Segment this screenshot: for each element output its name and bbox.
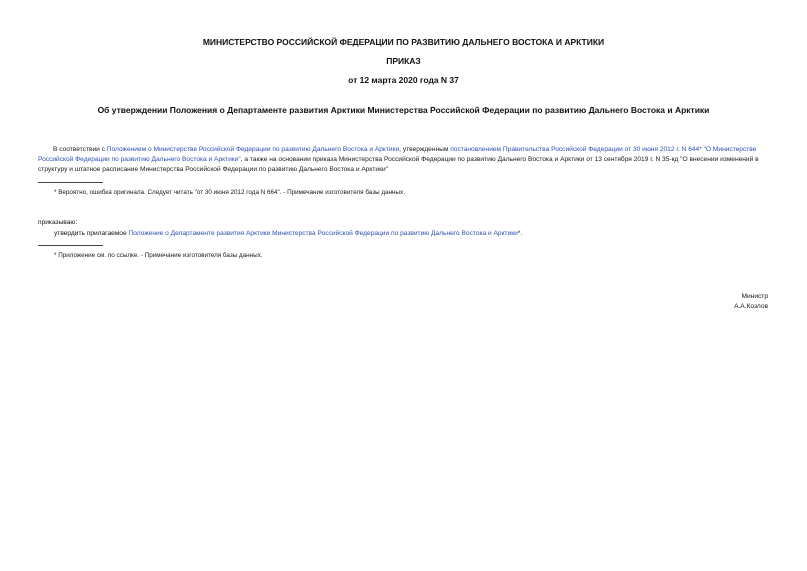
footnote-divider — [38, 245, 103, 246]
signature-position: Министр — [741, 293, 768, 300]
approve-clause — [54, 230, 522, 237]
signature-name: А.А.Козлов — [734, 303, 768, 310]
preamble-text-2: , утвержденным — [399, 146, 451, 153]
document-date-number: от 12 марта 2020 года N 37 — [348, 75, 459, 85]
order-word: приказываю: — [38, 219, 78, 226]
footnote-2: * Приложение см. по ссылке. - Примечание изготовителя базы данных. — [54, 252, 263, 259]
approve-text-2: *. — [517, 230, 523, 237]
preamble-text-1: В соответствии с — [53, 146, 107, 153]
document-title: Об утверждении Положения о Департаменте развития Арктики Министерства Российской Федерации по развитию Дальнего Востока и Арктики — [97, 105, 710, 115]
link-department-regulation[interactable]: Положение о Департаменте развития Арктики Министерства Российской Федерации по развитию Дальнего Востока и Арктики — [128, 230, 518, 237]
link-government-resolution[interactable]: постановлением Правительства Российской Федерации от 30 июня 2012 г. N 644* "О Министерстве Российской Федерации по развитию Дальнего Востока и Арктики" — [38, 146, 757, 163]
footnote-divider — [38, 182, 103, 183]
preamble-paragraph — [38, 145, 773, 175]
document-type: ПРИКАЗ — [386, 56, 421, 66]
preamble-text-3: , а также на основании приказа Министерства Российской Федерации по развитию Дальнего Востока и Арктики от 13 сентября 2019 г. N 35-кд "О внесении изменений в структуру и штатное расписание Министерства Российской Федерации по развитию Дальнего Востока и Арктики" — [38, 156, 759, 173]
link-ministry-regulation[interactable]: Положением о Министерстве Российской Федерации по развитию Дальнего Востока и Арктики — [106, 146, 400, 153]
approve-text-1: утвердить прилагаемое — [54, 230, 129, 237]
ministry-heading: МИНИСТЕРСТВО РОССИЙСКОЙ ФЕДЕРАЦИИ ПО РАЗВИТИЮ ДАЛЬНЕГО ВОСТОКА И АРКТИКИ — [202, 37, 605, 47]
footnote-1: * Вероятно, ошибка оригинала. Следует читать "от 30 июня 2012 года N 664". - Примечание изготовителя базы данных. — [54, 189, 405, 196]
